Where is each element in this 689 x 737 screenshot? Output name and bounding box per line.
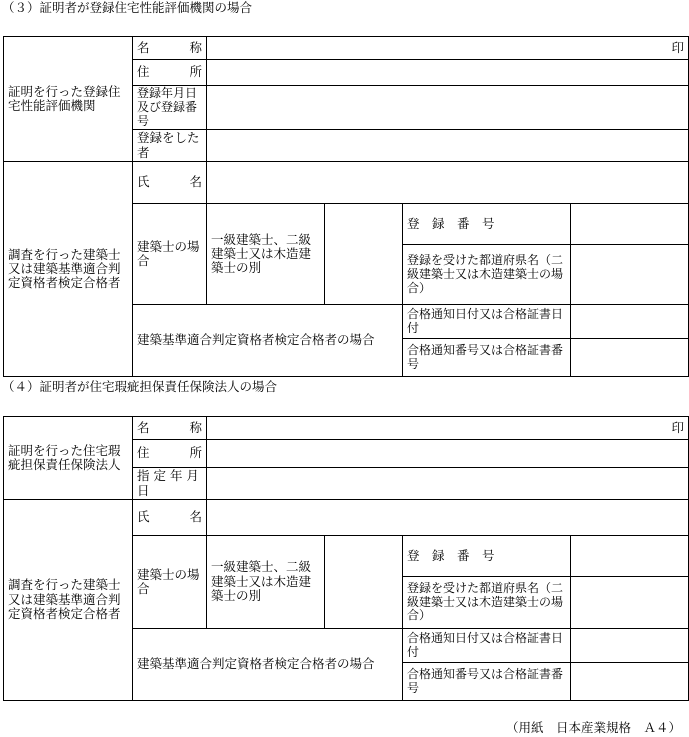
s3-class-field[interactable] [325, 204, 403, 305]
s3-qualifier-label: 建築基準適合判定資格者検定合格者の場合 [133, 305, 403, 377]
s4-designated-date-label: 指 定 年 月 日 [133, 468, 207, 500]
s3-name-label: 名 称 [133, 37, 207, 60]
s3-notice-number-field[interactable] [571, 339, 689, 377]
s4-notice-number-field[interactable] [571, 663, 689, 701]
s3-certifier-label: 証明を行った登録住宅性能評価機関 [4, 37, 133, 162]
s3-person-name-field[interactable] [207, 162, 689, 204]
section4-form-table [3, 416, 689, 701]
s3-reg-date-label: 登録年月日及び登録番号 [133, 86, 207, 130]
paper-size-note: （用紙 日本産業規格 Ａ４） [505, 720, 681, 735]
s3-reg-number-label: 登 録 番 号 [403, 204, 571, 245]
s3-notice-date-label: 合格通知日付又は合格証書日付 [403, 305, 571, 339]
s4-name-label: 名 称 [133, 417, 207, 440]
s4-class-label: 一級建築士、二級建築士又は木造建築士の別 [207, 536, 325, 629]
s4-certifier-label: 証明を行った住宅瑕疵担保責任保険法人 [4, 417, 133, 500]
s3-notice-number-label: 合格通知番号又は合格証書番号 [403, 339, 571, 377]
s4-prefecture-field[interactable] [571, 577, 689, 629]
s3-registrant-label: 登録をした者 [133, 130, 207, 162]
s3-person-name-label: 氏 名 [133, 162, 207, 204]
s3-name-field[interactable] [207, 37, 689, 60]
s4-address-label: 住 所 [133, 440, 207, 468]
s3-prefecture-label: 登録を受けた都道府県名（二級建築士又は木造建築士の場合） [403, 245, 571, 305]
s4-notice-date-label: 合格通知日付又は合格証書日付 [403, 629, 571, 663]
s3-architect-label: 建築士の場合 [133, 204, 207, 305]
s4-person-name-field[interactable] [207, 500, 689, 536]
s4-name-field[interactable] [207, 417, 689, 440]
s3-reg-number-field[interactable] [571, 204, 689, 245]
s3-registrant-field[interactable] [207, 130, 689, 162]
section4-heading: （４）証明者が住宅瑕疵担保責任保険法人の場合 [2, 379, 278, 394]
s4-reg-number-label: 登 録 番 号 [403, 536, 571, 577]
s3-inspector-label: 調査を行った建築士又は建築基準適合判定資格者検定合格者 [4, 162, 133, 377]
s3-address-label: 住 所 [133, 60, 207, 86]
section3-heading: （３）証明者が登録住宅性能評価機関の場合 [2, 0, 253, 15]
s4-prefecture-label: 登録を受けた都道府県名（二級建築士又は木造建築士の場合） [403, 577, 571, 629]
s3-prefecture-field[interactable] [571, 245, 689, 305]
s3-class-label: 一級建築士、二級建築士又は木造建築士の別 [207, 204, 325, 305]
s4-class-field[interactable] [325, 536, 403, 629]
s4-notice-number-label: 合格通知番号又は合格証書番号 [403, 663, 571, 701]
s4-person-name-label: 氏 名 [133, 500, 207, 536]
s3-seal-mark: 印 [671, 39, 685, 55]
s3-address-field[interactable] [207, 60, 689, 86]
s4-designated-date-field[interactable] [207, 468, 689, 500]
s4-inspector-label: 調査を行った建築士又は建築基準適合判定資格者検定合格者 [4, 500, 133, 701]
s3-reg-date-field[interactable] [207, 86, 689, 130]
s4-notice-date-field[interactable] [571, 629, 689, 663]
s4-reg-number-field[interactable] [571, 536, 689, 577]
s4-architect-label: 建築士の場合 [133, 536, 207, 629]
s4-qualifier-label: 建築基準適合判定資格者検定合格者の場合 [133, 629, 403, 701]
s4-address-field[interactable] [207, 440, 689, 468]
s4-seal-mark: 印 [671, 419, 685, 435]
section3-form-table [3, 36, 689, 377]
s3-notice-date-field[interactable] [571, 305, 689, 339]
